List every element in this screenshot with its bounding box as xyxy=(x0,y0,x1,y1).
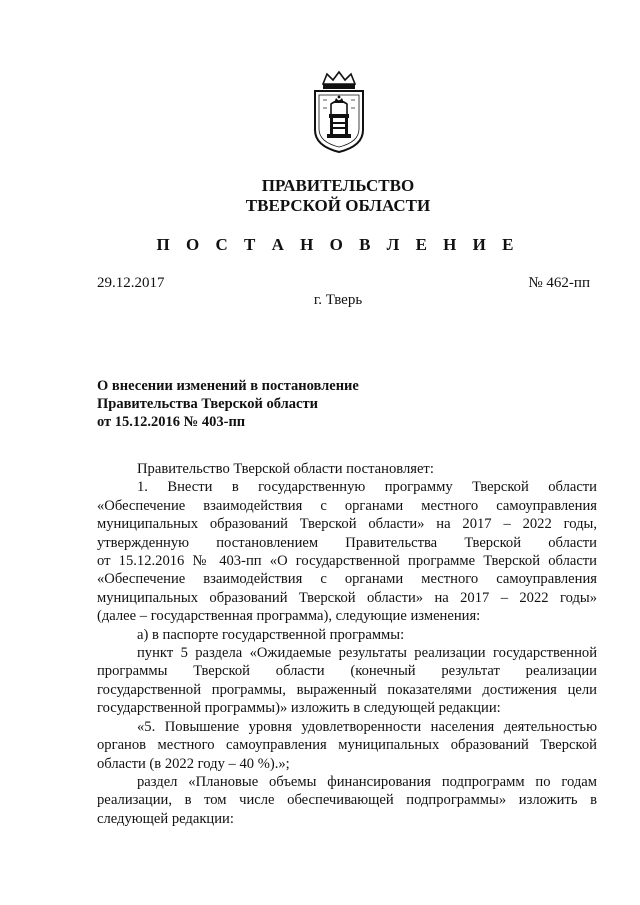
document-type: П О С Т А Н О В Л Е Н И Е xyxy=(156,235,520,254)
subject-line: от 15.12.2016 № 403-пп xyxy=(97,414,246,430)
body-line: государственной программы)» изложить в следующей редакции: xyxy=(97,700,501,717)
body-line: (далее – государственная программа), следующие изменения: xyxy=(97,608,481,625)
body-line: «Обеспечение взаимодействия с органами местного самоуправления xyxy=(97,571,597,588)
body-line: органов местного самоуправления муниципальных образований Тверской xyxy=(97,737,597,754)
document-date: 29.12.2017 xyxy=(97,275,165,291)
body-line: «Обеспечение взаимодействия с органами местного самоуправления xyxy=(97,497,597,514)
body-line: пункт 5 раздела «Ожидаемые результаты реализации государственной xyxy=(137,645,597,662)
document-city: г. Тверь xyxy=(313,292,363,308)
body-line: области (в 2022 году – 40 %).»; xyxy=(97,755,290,772)
body-line: программы Тверской области (конечный результат реализации xyxy=(97,663,597,680)
body-line: раздел «Плановые объемы финансирования подпрограмм по годам xyxy=(137,773,597,790)
body-line: государственной программы, выраженный показателями достижения цели xyxy=(97,681,597,698)
body-line: Правительство Тверской области постановляет: xyxy=(137,461,434,477)
body-line: а) в паспорте государственной программы: xyxy=(137,626,405,643)
document-body xyxy=(97,460,597,828)
government-title-line-2: ТВЕРСКОЙ ОБЛАСТИ xyxy=(245,196,431,215)
body-line: реализации, в том числе обеспечивающей подпрограммы» изложить в xyxy=(97,792,597,809)
body-line: утвержденную постановлением Правительства Тверской области xyxy=(97,534,597,551)
body-line: муниципальных образований Тверской области» на 2017 – 2022 годы, xyxy=(97,516,597,533)
subject-line: О внесении изменений в постановление xyxy=(97,378,359,394)
subject-line: Правительства Тверской области xyxy=(97,396,318,412)
coat-of-arms-icon xyxy=(309,70,369,154)
government-title-line-1: ПРАВИТЕЛЬСТВО xyxy=(261,176,415,195)
document-subject xyxy=(97,377,359,431)
body-line: от 15.12.2016 № 403-пп «О государственной программе Тверской области xyxy=(97,553,597,570)
body-line: муниципальных образований Тверской области» на 2017 – 2022 годы» xyxy=(97,589,597,606)
body-line: следующей редакции: xyxy=(97,810,234,827)
body-line: «5. Повышение уровня удовлетворенности населения деятельностью xyxy=(137,718,597,735)
document-number: № 462-пп xyxy=(528,275,590,291)
body-line: 1. Внести в государственную программу Тверской области xyxy=(137,479,597,496)
